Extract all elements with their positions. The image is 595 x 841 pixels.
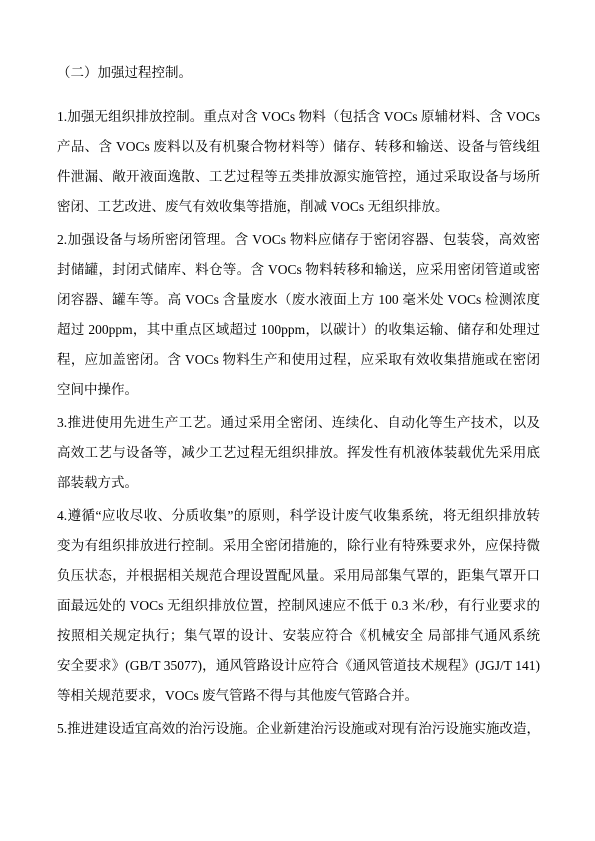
section-heading: （二）加强过程控制。 <box>57 65 192 80</box>
text-line: 超过 200ppm，其中重点区域超过 100ppm，以碳计）的收集运输、储存和处理过 <box>57 322 540 337</box>
paragraph-5 <box>57 714 540 744</box>
text-line: 5.推进建设适宜高效的治污设施。企业新建治污设施或对现有治污设施实施改造， <box>57 721 540 736</box>
paragraph-3 <box>57 408 540 498</box>
text-line: 程，应加盖密闭。含 VOCs 物料生产和使用过程，应采取有效收集措施或在密闭 <box>57 352 540 367</box>
text-line: 2.加强设备与场所密闭管理。含 VOCs 物料应储存于密闭容器、包装袋，高效密 <box>57 232 540 247</box>
paragraph-2 <box>57 225 540 405</box>
text-line: 按照相关规定执行；集气罩的设计、安装应符合《机械安全 局部排气通风系统 <box>57 628 540 643</box>
document-body <box>57 58 540 744</box>
text-line: 变为有组织排放进行控制。采用全密闭措施的，除行业有特殊要求外，应保持微 <box>57 538 540 553</box>
text-line: 高效工艺与设备等，减少工艺过程无组织排放。挥发性有机液体装载优先采用底 <box>57 445 540 460</box>
text-line: 4.遵循“应收尽收、分质收集”的原则，科学设计废气收集系统，将无组织排放转 <box>57 508 540 523</box>
text-line: 空间中操作。 <box>57 382 138 397</box>
text-line: 部装载方式。 <box>57 475 138 490</box>
text-line: 密闭、工艺改进、废气有效收集等措施，削减 VOCs 无组织排放。 <box>57 199 449 214</box>
text-line: 件泄漏、敞开液面逸散、工艺过程等五类排放源实施管控，通过采取设备与场所 <box>57 169 540 184</box>
paragraph-1 <box>57 102 540 222</box>
text-line: 1.加强无组织排放控制。重点对含 VOCs 物料（包括含 VOCs 原辅材料、含 VOCs <box>57 109 540 124</box>
text-line: 等相关规范要求，VOCs 废气管路不得与其他废气管路合并。 <box>57 688 419 703</box>
text-line: 安全要求》(GB/T 35077)，通风管路设计应符合《通风管道技术规程》(JGJ/T 141) <box>57 658 540 673</box>
paragraph-4 <box>57 501 540 711</box>
text-line: 负压状态，并根据相关规范合理设置配风量。采用局部集气罩的，距集气罩开口 <box>57 568 540 583</box>
text-line: 3.推进使用先进生产工艺。通过采用全密闭、连续化、自动化等生产技术，以及 <box>57 415 540 430</box>
text-line: 产品、含 VOCs 废料以及有机聚合物材料等）储存、转移和输送、设备与管线组 <box>57 139 540 154</box>
text-line: 闭容器、罐车等。高 VOCs 含量废水（废水液面上方 100 毫米处 VOCs 检测浓度 <box>57 292 540 307</box>
text-line: 面最远处的 VOCs 无组织排放位置，控制风速应不低于 0.3 米/秒，有行业要求的 <box>57 598 540 613</box>
text-line: 封储罐，封闭式储库、料仓等。含 VOCs 物料转移和输送，应采用密闭管道或密 <box>57 262 540 277</box>
